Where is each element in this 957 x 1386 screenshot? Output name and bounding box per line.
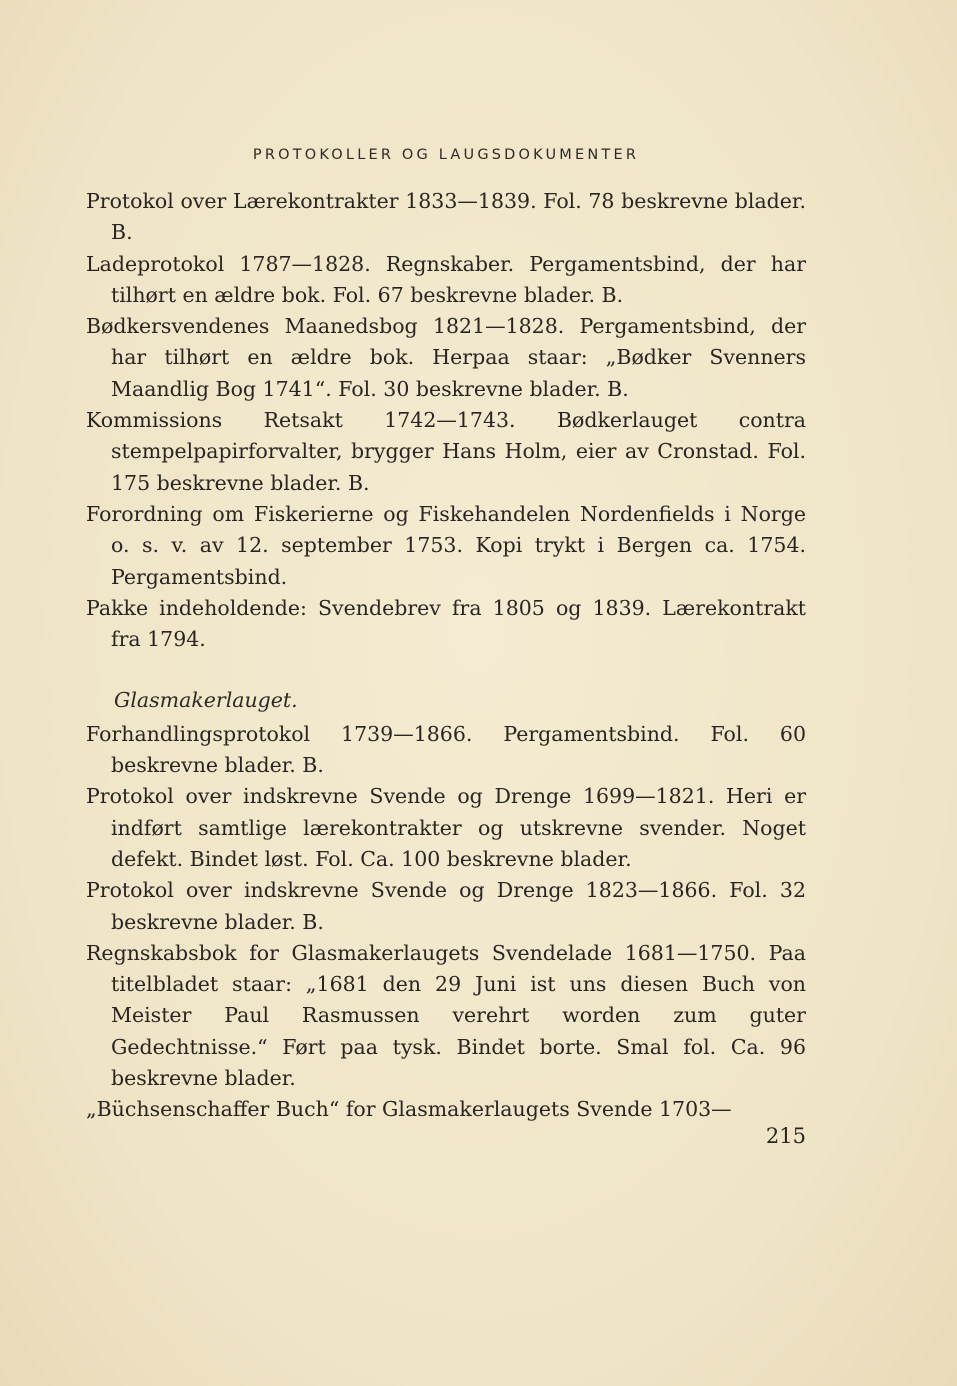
entry-regnskabsbok: Regnskabsbok for Glasmakerlaugets Svendelade 1681—1750. Paa titelbladet staar: „1681 den 29 Juni ist uns diesen Buch von Meister Paul Rasmussen verehrt worden zum guter Gedechtnisse.“ Ført paa tysk. Bindet borte. Smal fol. Ca. 96 beskrevne blader. (86, 940, 806, 1091)
page-number: 215 (765, 1124, 806, 1148)
entry-laerekontrakter: Protokol over Lærekontrakter 1833—1839. Fol. 78 beskrevne blader. B. (86, 189, 806, 245)
entry-buchsenschaffer: „Büchsenschaffer Buch“ for Glasmakerlaugets Svende 1703— (86, 1097, 732, 1122)
entry-ladeprotokol: Ladeprotokol 1787—1828. Regnskaber. Pergamentsbind, der har tilhørt en ældre bok. Fol. 67 beskrevne blader. B. (86, 251, 806, 307)
entry-protokol-1823: Protokol over indskrevne Svende og Drenge 1823—1866. Fol. 32 beskrevne blader. B. (86, 878, 806, 934)
entry-pakke: Pakke indeholdende: Svendebrev fra 1805 og 1839. Lærekontrakt fra 1794. (86, 595, 806, 652)
entry-list (86, 186, 806, 1126)
entry-maanedsbog: Bødkersvendenes Maanedsbog 1821—1828. Pergamentsbind, der har tilhørt en ældre bok. Herpaa staar: „Bødker Svenners Maandlig Bog 1741“. Fol. 30 beskrevne blader. B. (86, 314, 806, 401)
entry-forhandlingsprotokol: Forhandlingsprotokol 1739—1866. Pergamentsbind. Fol. 60 beskrevne blader. B. (86, 721, 806, 778)
entry-protokol-1699: Protokol over indskrevne Svende og Drenge 1699—1821. Heri er indført samtlige lærekontrakter og utskrevne svender. Noget defekt. Bindet løst. Fol. Ca. 100 beskrevne blader. (86, 784, 806, 871)
running-head: PROTOKOLLER OG LAUGSDOKUMENTER (252, 147, 640, 163)
entry-forordning: Forordning om Fiskerierne og Fiskehandelen Nordenfields i Norge o. s. v. av 12. september 1753. Kopi trykt i Bergen ca. 1754. Pergamentsbind. (86, 501, 806, 589)
entry-retsakt: Kommissions Retsakt 1742—1743. Bødkerlauget contra stempelpapirforvalter, brygger Hans Holm, eier av Cronstad. Fol. 175 beskrevne blader. B. (86, 408, 806, 495)
section-heading-glasmakerlauget: Glasmakerlauget. (114, 688, 298, 713)
